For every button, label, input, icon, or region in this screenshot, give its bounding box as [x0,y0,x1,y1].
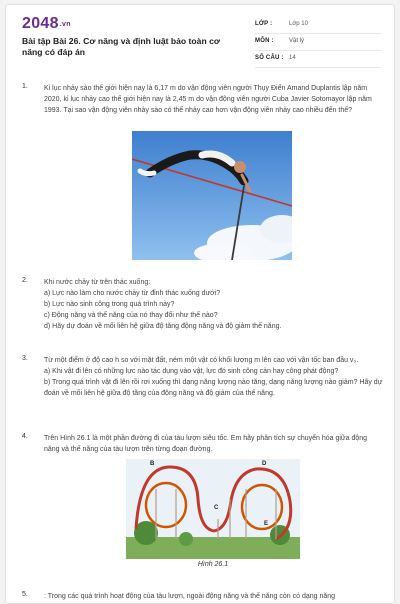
track-label: C [214,505,219,511]
question-line: Khi nước chảy từ trên thác xuống: [44,279,151,286]
pole-vault-illustration [132,131,292,260]
question-text [44,433,384,455]
question-line: Từ một điểm ở độ cao h so với mặt đất, ném một vật có khối lượng m lên cao với vận tốc ban đầu v₀. [44,357,359,364]
question-number: 5. [22,591,28,598]
roller-coaster-photo [126,459,300,559]
question-text [44,591,384,602]
document-header [6,5,395,67]
track-label: D [262,461,267,467]
question-line: b) Trong quá trình vật đi lên rồi rơi xuống thì dạng năng lượng nào tăng, dạng năng lượng nào giảm? Hãy dự đoán về mối liên hệ giữa độ tăng của động năng và độ giảm của thế năng. [44,379,383,397]
question-text [44,83,384,116]
meta-key: LỚP : [255,21,273,27]
question-line: a) Khi vật đi lên có những lực nào tác dụng vào vật, lực đó sinh công cản hay công phát động? [44,368,339,375]
meta-row-subject [255,35,381,51]
meta-value: 14 [289,55,296,61]
question-line: Trên Hình 26.1 là một phần đường đi của tàu lượn siêu tốc. Em hãy phân tích sự chuyển hóa giữa động năng và thế năng của tàu lượn trên từng đoạn đường. [44,435,368,453]
meta-table [255,18,381,69]
pole-vault-photo [132,131,292,260]
document-page [5,4,395,604]
meta-row-grade [255,18,381,34]
question-line: a) Lực nào làm cho nước chảy từ đỉnh thác xuống dưới? [44,290,221,297]
document-title: Bài tập Bài 26. Cơ năng và định luật bảo toàn cơ năng có đáp án [22,36,220,57]
question-number: 3. [22,355,28,362]
meta-key: SỐ CÂU : [255,55,284,61]
roller-coaster-illustration [126,459,300,559]
question-number: 4. [22,433,28,440]
track-label: B [150,461,155,467]
meta-key: MÔN : [255,38,274,44]
site-logo[interactable] [22,15,71,33]
meta-value: Lớp 10 [289,21,308,27]
question-number: 2. [22,277,28,284]
figure-caption: Hình 26.1 [197,561,229,568]
meta-row-count [255,52,381,68]
question-line: c) Động năng và thế năng của nó thay đổi như thế nào? [44,312,218,319]
track-label: E [264,521,269,527]
question-line: b) Lực nào sinh công trong quá trình này? [44,301,175,308]
meta-value: Vật lý [289,38,305,44]
question-number: 1. [22,83,28,90]
logo-text: 2048 [22,15,59,32]
question-line: d) Hãy dự đoán về mối liên hệ giữa độ tăng động năng và độ giảm thế năng. [44,323,282,330]
question-text [44,355,384,399]
question-line: Kỉ lục nhảy sào thế giới hiện nay là 6,17 m do vận động viên người Thụy Điển Amand Duplantis lập năm 2020, kỉ lục nhảy cao thế giới hiện nay là 2,45 m do vận động viên người Cuba Javier Sotomayor lập năm 1993. Tại sao vận động viên nhảy sào có thể nhảy cao hơn vận động viên nhảy cao nhiều đến thế? [44,85,372,114]
question-text [44,277,384,332]
question-line: : Trong các quá trình hoạt động của tàu lượn, ngoài động năng và thế năng còn có dạng năng [44,593,336,600]
logo-suffix: .vn [59,21,71,28]
